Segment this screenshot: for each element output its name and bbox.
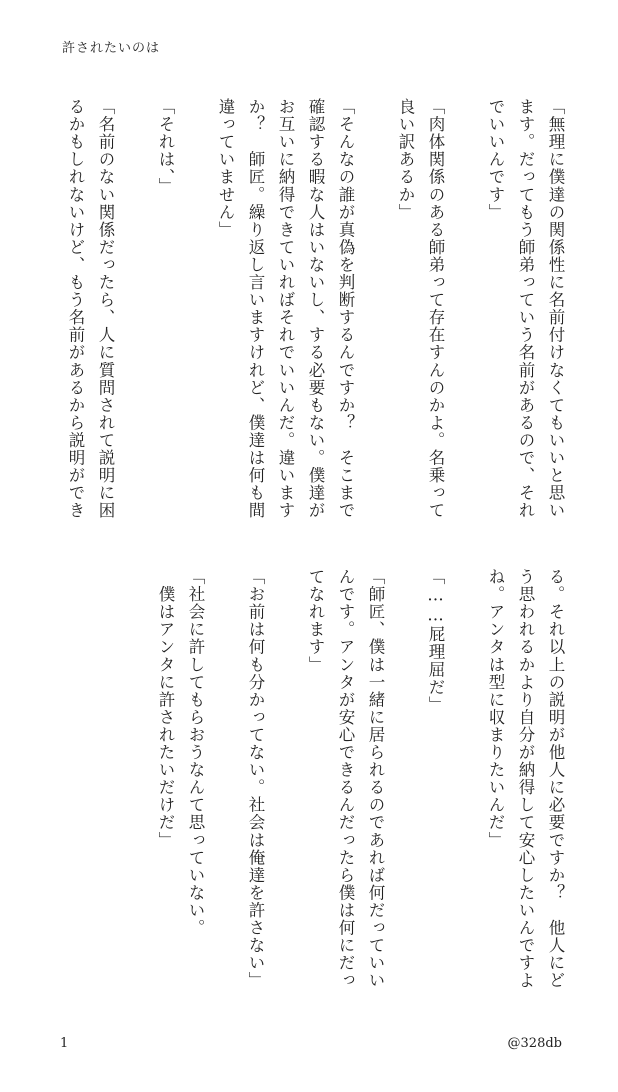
paragraph-gap [120,98,150,538]
text-line: 確認する暇な人はいないし、する必要もない。僕達が [306,98,325,520]
text-line: 「……屁理屈だ」 [426,568,445,714]
text-line: 「それは、」 [156,98,175,196]
text-line: う思われるかより自分が納得して安心したいんですよ [516,568,535,990]
text-line: 「そんなの誰が真偽を判断するんですか？ そこまで [336,98,355,520]
text-line: 良い訳あるか」 [396,98,415,221]
text-line: 「お前は何も分かってない。社会は俺達を許さない」 [246,568,265,990]
text-line: 僕はアンタに許されたいだけだ」 [156,568,175,849]
text-line: る。それ以上の説明が他人に必要ですか？ 他人にど [546,568,565,990]
page-number: 1 [60,1036,69,1051]
paragraph-gap [210,568,240,988]
text-line: でいいんです」 [486,98,505,221]
paragraph-gap [360,98,390,538]
text-block-bottom [150,568,570,988]
text-line: お互いに納得できていればそれでいいんだ。違います [276,98,295,520]
text-line: 「師匠、僕は一緒に居られるのであれば何だっていい [366,568,385,990]
text-line: るかもしれないけど、もう名前があるから説明ができ [66,98,85,520]
text-line: ます。だってもう師弟っていう名前があるので、それ [516,98,535,520]
text-line: 「肉体関係のある師弟って存在すんのかよ。名乗って [426,98,445,520]
paragraph-gap [450,98,480,538]
paragraph-gap [390,568,420,988]
text-line: てなれます」 [306,568,325,674]
text-block-top [60,98,570,538]
text-line: 「社会に許してもらおうなんて思っていない。 [186,568,205,937]
text-line: 「名前のない関係だったら、人に質問されて説明に困 [96,98,115,520]
author-handle: @328db [507,1036,562,1051]
text-line: か？ 師匠。繰り返し言いますけれど、僕達は何も間 [246,98,265,520]
text-line: 「無理に僕達の関係性に名前付けなくてもいいと思い [546,98,565,520]
paragraph-gap [270,568,300,988]
text-line: 違っていません」 [216,98,235,239]
text-line: んです。アンタが安心できるんだったら僕は何にだっ [336,568,355,990]
paragraph-gap [180,98,210,538]
text-line: ね。アンタは型に収まりたいんだ」 [486,568,505,849]
running-title: 許されたいのは [62,41,161,56]
paragraph-gap [450,568,480,988]
